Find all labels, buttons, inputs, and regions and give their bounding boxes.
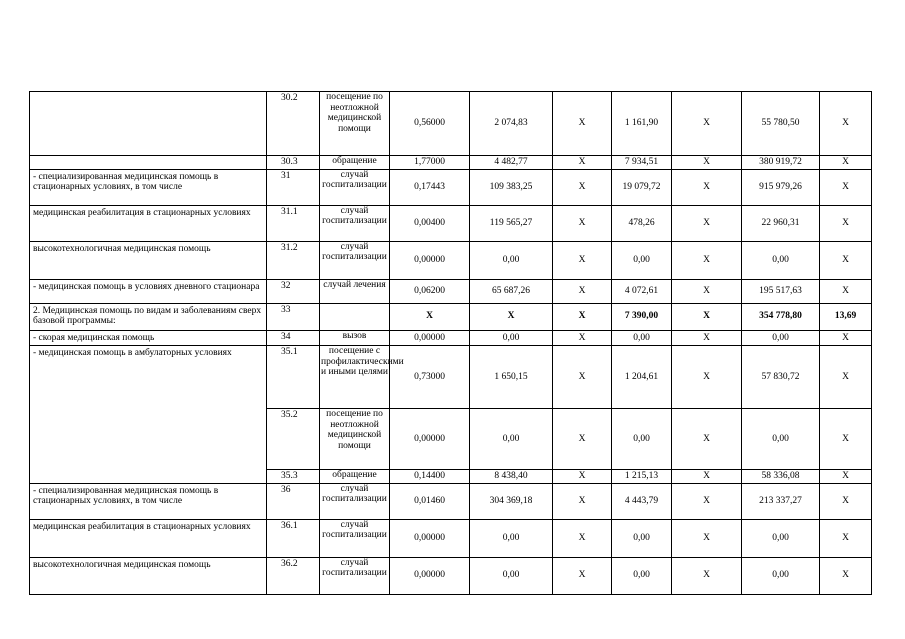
program-table [29, 91, 872, 595]
cell-per-capita: 4 072,61 [612, 279, 672, 303]
cell-total: 58 336,08 [742, 470, 820, 484]
cell-cost: 0,00 [470, 241, 553, 279]
table-body [30, 92, 872, 595]
row-code: 36.1 [267, 519, 320, 557]
cell-normative: 0,73000 [390, 346, 470, 409]
cell-x: X [672, 169, 742, 205]
cell-per-capita: 7 390,00 [612, 303, 672, 330]
cell-x: X [672, 156, 742, 170]
cell-total: 915 979,26 [742, 169, 820, 205]
row-name: - специализированная медицинская помощь в стационарных условиях, в том числе [30, 169, 267, 205]
row-unit: посещение с профилактическими и иными целями [320, 346, 390, 409]
cell-total: 0,00 [742, 557, 820, 594]
cell-x: X [672, 92, 742, 156]
cell-x: X [672, 279, 742, 303]
row-unit: обращение [320, 156, 390, 170]
cell-per-capita: 0,00 [612, 241, 672, 279]
row-code: 35.2 [267, 409, 320, 470]
table-row [30, 519, 872, 557]
cell-cost: 65 687,26 [470, 279, 553, 303]
table-row [30, 169, 872, 205]
cell-total: 195 517,63 [742, 279, 820, 303]
cell-cost: 0,00 [470, 557, 553, 594]
cell-per-capita: 0,00 [612, 519, 672, 557]
cell-x: X [553, 557, 612, 594]
row-name: медицинская реабилитация в стационарных условиях [30, 519, 267, 557]
row-name: - специализированная медицинская помощь в стационарных условиях, в том числе [30, 483, 267, 519]
cell-total: 213 337,27 [742, 483, 820, 519]
row-code: 32 [267, 279, 320, 303]
cell-x: X [672, 303, 742, 330]
cell-normative: 0,00000 [390, 519, 470, 557]
table-row [30, 205, 872, 241]
cell-share: X [820, 169, 872, 205]
row-code: 35.1 [267, 346, 320, 409]
row-name: 2. Медицинская помощь по видам и заболеваниям сверх базовой программы: [30, 303, 267, 330]
cell-per-capita: 0,00 [612, 557, 672, 594]
cell-share: X [820, 519, 872, 557]
cell-per-capita: 7 934,51 [612, 156, 672, 170]
cell-cost: 8 438,40 [470, 470, 553, 484]
cell-share: X [820, 346, 872, 409]
row-unit: вызов [320, 330, 390, 346]
cell-cost: 119 565,27 [470, 205, 553, 241]
cell-share: X [820, 241, 872, 279]
cell-share: X [820, 156, 872, 170]
row-name [30, 156, 267, 170]
cell-per-capita: 0,00 [612, 409, 672, 470]
row-unit: случай госпитализации [320, 519, 390, 557]
cell-share: X [820, 92, 872, 156]
cell-total: 57 830,72 [742, 346, 820, 409]
cell-normative: 0,00000 [390, 330, 470, 346]
cell-share: X [820, 470, 872, 484]
row-unit: случай госпитализации [320, 205, 390, 241]
cell-x: X [553, 409, 612, 470]
cell-normative: 0,00000 [390, 409, 470, 470]
row-code: 31 [267, 169, 320, 205]
cell-x: X [672, 483, 742, 519]
row-code: 31.2 [267, 241, 320, 279]
cell-per-capita: 478,26 [612, 205, 672, 241]
table-row [30, 92, 872, 156]
cell-share: 13,69 [820, 303, 872, 330]
row-unit: случай госпитализации [320, 169, 390, 205]
cell-x: X [553, 330, 612, 346]
cell-share: X [820, 330, 872, 346]
row-unit: случай госпитализации [320, 557, 390, 594]
cell-total: 0,00 [742, 519, 820, 557]
cell-total: 22 960,31 [742, 205, 820, 241]
cell-total: 0,00 [742, 409, 820, 470]
cell-per-capita: 1 215,13 [612, 470, 672, 484]
cell-share: X [820, 205, 872, 241]
cell-share: X [820, 409, 872, 470]
row-code: 35.3 [267, 470, 320, 484]
row-code: 30.2 [267, 92, 320, 156]
cell-x: X [672, 557, 742, 594]
cell-share: X [820, 483, 872, 519]
cell-normative: 0,56000 [390, 92, 470, 156]
cell-x: X [672, 519, 742, 557]
table-row [30, 303, 872, 330]
cell-normative: 0,01460 [390, 483, 470, 519]
row-name: - медицинская помощь в амбулаторных условиях [30, 346, 267, 484]
cell-total: 0,00 [742, 330, 820, 346]
cell-x: X [553, 519, 612, 557]
cell-per-capita: 0,00 [612, 330, 672, 346]
cell-x: X [553, 279, 612, 303]
cell-cost: 109 383,25 [470, 169, 553, 205]
cell-x: X [553, 156, 612, 170]
cell-x: X [553, 303, 612, 330]
cell-x: X [672, 205, 742, 241]
cell-cost: 0,00 [470, 519, 553, 557]
row-name: - скорая медицинская помощь [30, 330, 267, 346]
table-row [30, 156, 872, 170]
cell-cost: 2 074,83 [470, 92, 553, 156]
cell-cost: 0,00 [470, 330, 553, 346]
cell-normative: 0,14400 [390, 470, 470, 484]
cell-per-capita: 4 443,79 [612, 483, 672, 519]
cell-x: X [553, 346, 612, 409]
cell-x: X [672, 330, 742, 346]
row-unit: посещение по неотложной медицинской помощи [320, 409, 390, 470]
cell-normative: X [390, 303, 470, 330]
cell-per-capita: 1 204,61 [612, 346, 672, 409]
cell-cost: 4 482,77 [470, 156, 553, 170]
cell-normative: 1,77000 [390, 156, 470, 170]
cell-per-capita: 19 079,72 [612, 169, 672, 205]
row-name [30, 92, 267, 156]
cell-normative: 0,00000 [390, 557, 470, 594]
row-unit: случай госпитализации [320, 241, 390, 279]
cell-normative: 0,17443 [390, 169, 470, 205]
cell-per-capita: 1 161,90 [612, 92, 672, 156]
cell-x: X [553, 92, 612, 156]
cell-total: 55 780,50 [742, 92, 820, 156]
row-name: медицинская реабилитация в стационарных условиях [30, 205, 267, 241]
row-unit: случай лечения [320, 279, 390, 303]
cell-share: X [820, 557, 872, 594]
row-code: 30.3 [267, 156, 320, 170]
cell-x: X [553, 483, 612, 519]
cell-normative: 0,00000 [390, 241, 470, 279]
cell-cost: 304 369,18 [470, 483, 553, 519]
cell-x: X [553, 241, 612, 279]
table-row [30, 330, 872, 346]
table-row [30, 346, 872, 409]
row-unit: случай госпитализации [320, 483, 390, 519]
cell-total: 0,00 [742, 241, 820, 279]
table-row [30, 483, 872, 519]
table-row [30, 557, 872, 594]
cell-normative: 0,00400 [390, 205, 470, 241]
row-name: - медицинская помощь в условиях дневного стационара [30, 279, 267, 303]
row-code: 34 [267, 330, 320, 346]
cell-x: X [553, 470, 612, 484]
row-unit: обращение [320, 470, 390, 484]
cell-share: X [820, 279, 872, 303]
row-unit [320, 303, 390, 330]
cell-normative: 0,06200 [390, 279, 470, 303]
row-name: высокотехнологичная медицинская помощь [30, 241, 267, 279]
cell-total: 380 919,72 [742, 156, 820, 170]
cell-x: X [672, 470, 742, 484]
row-code: 31.1 [267, 205, 320, 241]
cell-x: X [672, 346, 742, 409]
row-code: 36.2 [267, 557, 320, 594]
table-row [30, 279, 872, 303]
cell-x: X [672, 409, 742, 470]
cell-cost: 0,00 [470, 409, 553, 470]
cell-cost: 1 650,15 [470, 346, 553, 409]
row-code: 36 [267, 483, 320, 519]
cell-x: X [672, 241, 742, 279]
cell-total: 354 778,80 [742, 303, 820, 330]
cell-x: X [553, 205, 612, 241]
cell-x: X [553, 169, 612, 205]
row-unit: посещение по неотложной медицинской помощи [320, 92, 390, 156]
row-name: высокотехнологичная медицинская помощь [30, 557, 267, 594]
table-row [30, 241, 872, 279]
row-code: 33 [267, 303, 320, 330]
cell-cost: X [470, 303, 553, 330]
